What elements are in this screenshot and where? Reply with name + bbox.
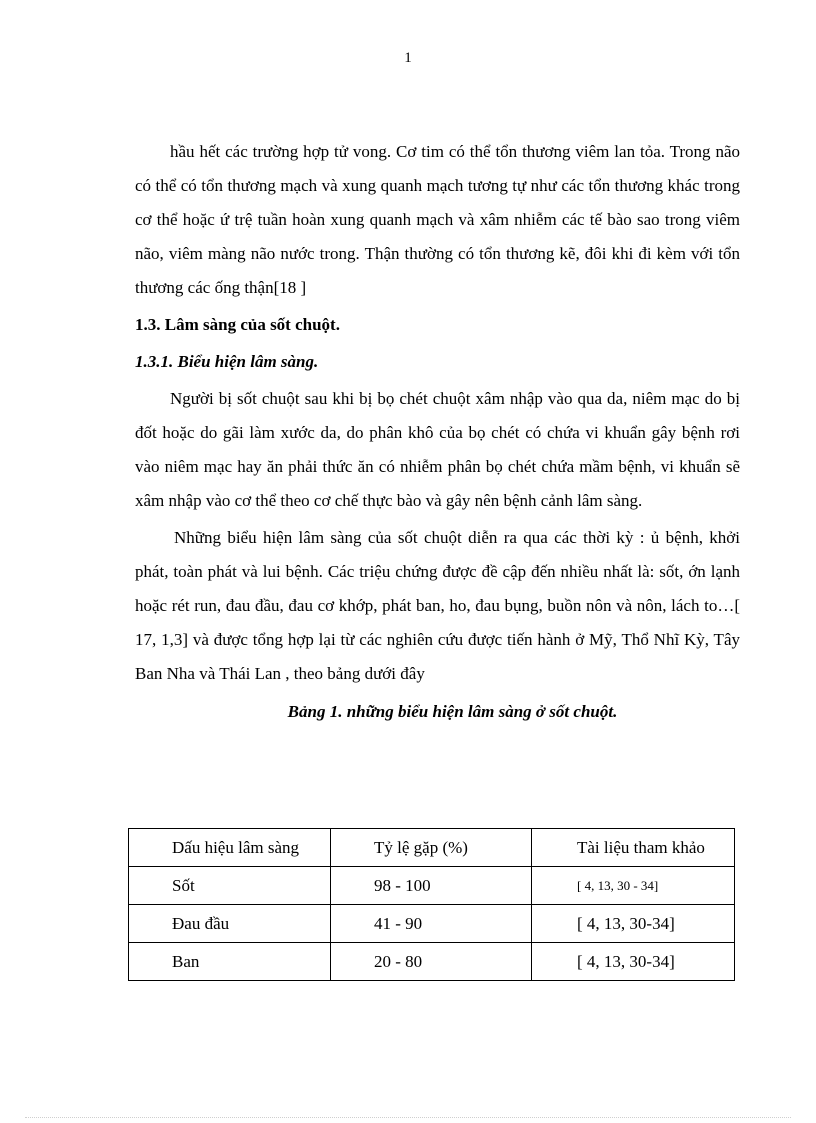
paragraph-symptoms: Những biểu hiện lâm sàng của sốt chuột diễn ra qua các thời kỳ : ủ bệnh, khởi phát, toàn phát và lui bệnh. Các triệu chứng được đề cập đến nhiều nhất là: sốt, ớn lạnh hoặc rét run, đau đầu, đau cơ khớp, phát ban, ho, đau bụng, buồn nôn và nôn, lách to…[ 17, 1,3] và được tổng hợp lại từ các nghiên cứu được tiến hành ở Mỹ, Thổ Nhĩ Kỳ, Tây Ban Nha và Thái Lan , theo bảng dưới đây: [135, 528, 740, 683]
table-header-cell: Dấu hiệu lâm sàng: [129, 829, 331, 867]
paragraph-pathology: hầu hết các trường hợp tử vong. Cơ tim có thể tổn thương viêm lan tỏa. Trong não có thể có tổn thương mạch và xung quanh mạch tương tự như các tổn thương khác trong cơ thể hoặc ứ trệ tuần hoàn xung quanh mạch và xâm nhiễm các tế bào sao trong viêm não, viêm màng não nước trong. Thận thường có tổn thương kẽ, đôi khi đi kèm với tổn thương các ống thận[18 ]: [135, 142, 740, 297]
section-heading: 1.3. Lâm sàng của sốt chuột.: [135, 315, 340, 334]
clinical-signs-table: [128, 828, 735, 981]
table-cell: [ 4, 13, 30 - 34]: [532, 867, 735, 905]
subsection-heading: 1.3.1. Biểu hiện lâm sàng.: [135, 352, 319, 371]
table-row: [129, 943, 735, 981]
table-row: [129, 867, 735, 905]
table-header-cell: Tài liệu tham khảo: [532, 829, 735, 867]
document-body: [135, 135, 740, 729]
table-cell: Sốt: [129, 867, 331, 905]
page-number: 1: [404, 50, 412, 66]
table-cell: 20 - 80: [331, 943, 532, 981]
table-header-row: [129, 829, 735, 867]
table-cell: Ban: [129, 943, 331, 981]
table-cell: 41 - 90: [331, 905, 532, 943]
table-cell: 98 - 100: [331, 867, 532, 905]
table-cell: [ 4, 13, 30-34]: [532, 905, 735, 943]
paragraph-transmission: Người bị sốt chuột sau khi bị bọ chét chuột xâm nhập vào qua da, niêm mạc do bị đốt hoặc do gãi làm xước da, do phân khô của bọ chét có chứa vi khuẩn gây bệnh rơi vào niêm mạc hay ăn phải thức ăn có nhiễm phân bọ chét chứa mầm bệnh, vi khuẩn sẽ xâm nhập vào cơ thể theo cơ chế thực bào và gây nên bệnh cảnh lâm sàng.: [135, 389, 740, 510]
table-header-cell: Tỷ lệ gặp (%): [331, 829, 532, 867]
table-row: [129, 905, 735, 943]
table-caption: Bảng 1. những biểu hiện lâm sàng ở sốt chuột.: [287, 702, 618, 721]
page-bottom-divider: [25, 1117, 791, 1118]
table-cell: [ 4, 13, 30-34]: [532, 943, 735, 981]
table-cell: Đau đầu: [129, 905, 331, 943]
